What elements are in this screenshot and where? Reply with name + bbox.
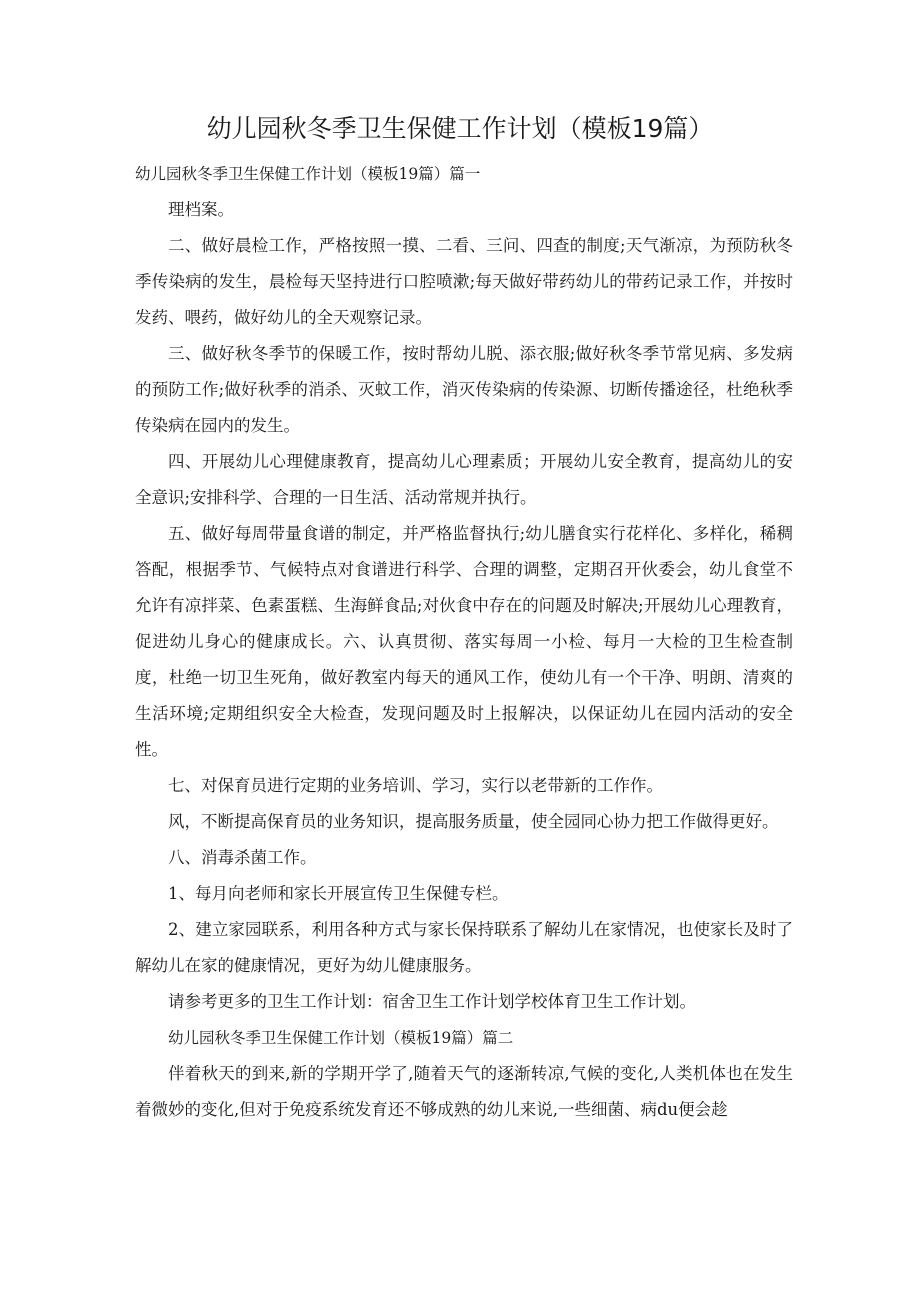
paragraph: 伴着秋天的到来,新的学期开学了,随着天气的逐渐转凉,气候的变化,人类机体也在发生着微妙的变化,但对于免疫系统发育还不够成熟的幼儿来说,一些细菌、病du便会趁 xyxy=(135,1064,793,1119)
section-heading-2: 幼儿园秋冬季卫生保健工作计划（模板19篇）篇二 xyxy=(168,1029,514,1047)
paragraph: 二、做好晨检工作，严格按照一摸、二看、三问、四查的制度;天气渐凉，为预防秋冬季传染病的发生，晨检每天坚持进行口腔喷漱;每天做好带药幼儿的带药记录工作，并按时发药、喂药，做好幼儿的全天观察记录。 xyxy=(135,236,793,327)
section-heading-1: 幼儿园秋冬季卫生保健工作计划（模板19篇）篇一 xyxy=(135,165,481,183)
paragraph: 请参考更多的卫生工作计划：宿舍卫生工作计划学校体育卫生工作计划。 xyxy=(168,992,696,1011)
document-title: 幼儿园秋冬季卫生保健工作计划（模板19篇） xyxy=(206,114,714,143)
paragraph: 风，不断提高保育员的业务知识，提高服务质量，使全园同心协力把工作做得更好。 xyxy=(168,812,779,831)
paragraph: 2、建立家园联系，利用各种方式与家长保持联系了解幼儿在家情况，也使家长及时了解幼儿在家的健康情况，更好为幼儿健康服务。 xyxy=(135,920,793,975)
paragraph: 理档案。 xyxy=(168,200,234,219)
paragraph: 三、做好秋冬季节的保暖工作，按时帮幼儿脱、添衣服;做好秋冬季节常见病、多发病的预防工作;做好秋季的消杀、灭蚊工作，消灭传染病的传染源、切断传播途径，杜绝秋季传染病在园内的发生。 xyxy=(135,344,793,435)
paragraph: 八、消毒杀菌工作。 xyxy=(168,848,317,867)
paragraph: 四、开展幼儿心理健康教育，提高幼儿心理素质；开展幼儿安全教育，提高幼儿的安全意识;安排科学、合理的一日生活、活动常规并执行。 xyxy=(135,452,793,507)
document-body xyxy=(135,156,793,1128)
paragraph: 五、做好每周带量食谱的制定，并严格监督执行;幼儿膳食实行花样化、多样化，稀稠答配，根据季节、气候特点对食谱进行科学、合理的调整，定期召开伙委会，幼儿食堂不允许有凉拌菜、色素蛋糕、生海鲜食品;对伙食中存在的问题及时解决;开展幼儿心理教育，促进幼儿身心的健康成长。六、认真贯彻、落实每周一小检、每月一大检的卫生检查制度，杜绝一切卫生死角，做好教室内每天的通风工作，使幼儿有一个干净、明朗、清爽的生活环境;定期组织安全大检查，发现问题及时上报解决，以保证幼儿在园内活动的安全性。 xyxy=(135,524,793,759)
paragraph: 七、对保育员进行定期的业务培训、学习，实行以老带新的工作作。 xyxy=(168,776,663,795)
paragraph: 1、每月向老师和家长开展宣传卫生保健专栏。 xyxy=(168,884,509,903)
